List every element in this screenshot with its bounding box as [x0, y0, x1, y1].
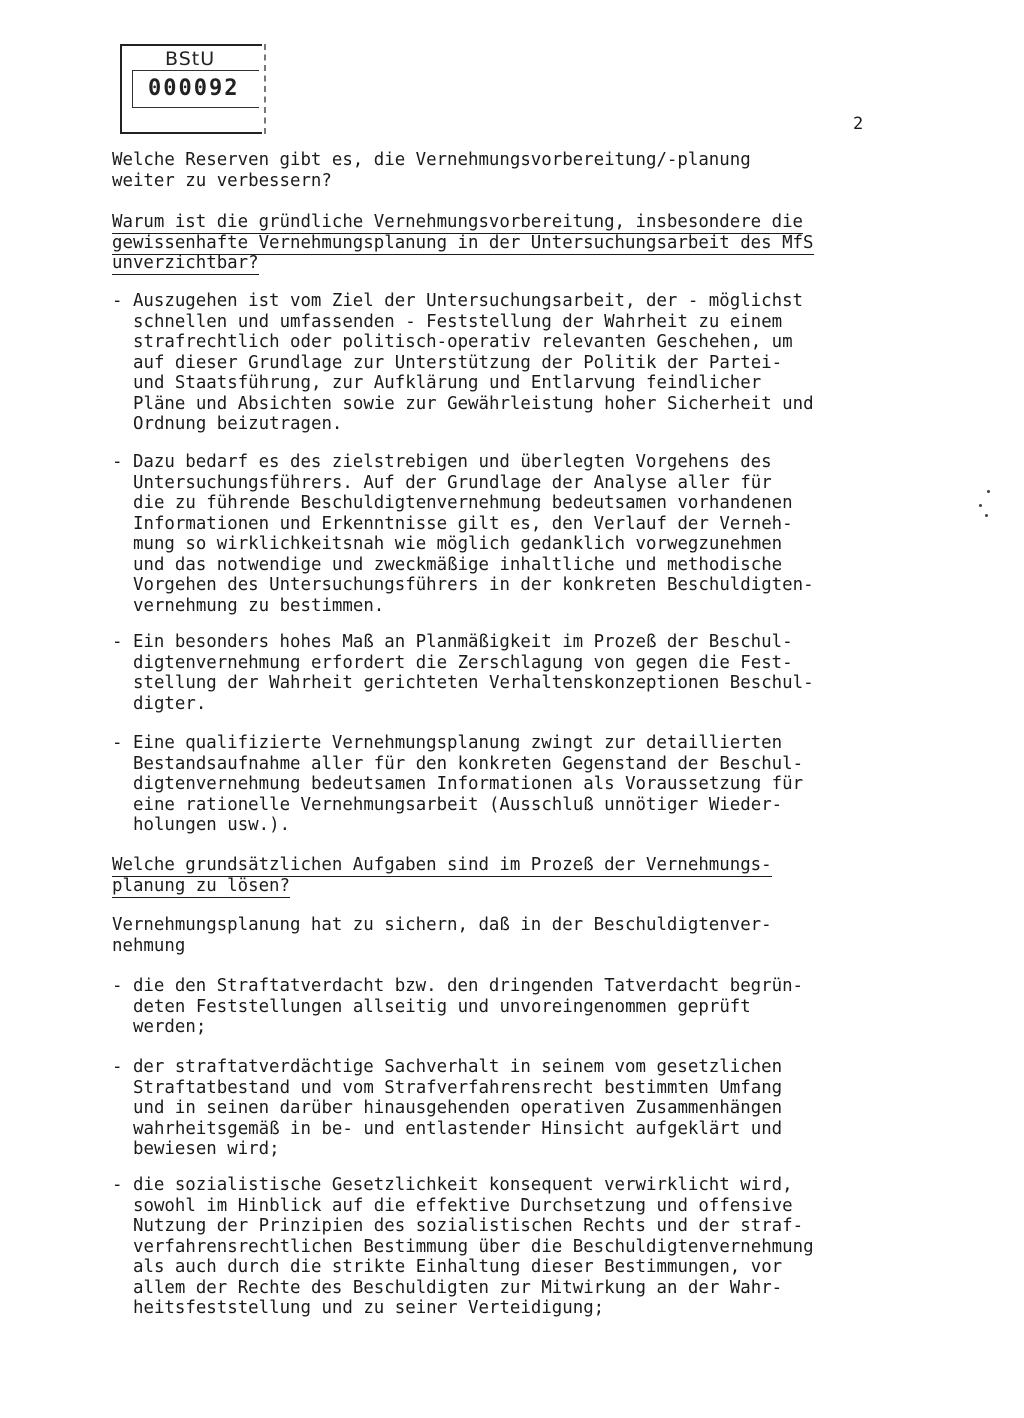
list-item — [112, 291, 932, 435]
text-line — [112, 733, 932, 754]
text-line-content: strafrechtlich oder politisch-operativ relevanten Geschehen, um — [133, 332, 793, 352]
text-line — [112, 1257, 932, 1278]
text-line-content: digtenvernehmung bedeutsamen Informationen als Voraussetzung für — [133, 774, 804, 794]
text-line — [112, 1057, 932, 1078]
text-line-content: und in seinen darüber hinausgehenden operativen Zusammenhängen — [133, 1098, 783, 1118]
text-line — [112, 514, 932, 535]
text-line-content: gewissenhafte Vernehmungsplanung in der Untersuchungsarbeit des MfS — [112, 232, 814, 253]
text-line — [112, 632, 932, 653]
text-line — [112, 653, 932, 674]
text-line-content: Ordnung beizutragen. — [133, 414, 343, 434]
text-line — [112, 1175, 932, 1196]
text-line-content: - die sozialistische Gesetzlichkeit konsequent verwirklicht wird, — [112, 1175, 793, 1195]
text-line — [112, 171, 932, 192]
archive-stamp-number: 000092 — [148, 76, 240, 101]
text-line — [112, 1078, 932, 1099]
text-line-content: auf dieser Grundlage zur Unterstützung der Politik der Partei- — [133, 352, 783, 373]
text-line-content: holungen usw.). — [133, 815, 291, 835]
text-line — [112, 815, 932, 836]
text-line-content: weiter zu verbessern? — [112, 170, 332, 191]
text-line-content: werden; — [133, 1017, 207, 1037]
text-line-content: digter. — [133, 693, 207, 714]
text-line-content: - Eine qualifizierte Vernehmungsplanung zwingt zur detaillierten — [112, 733, 783, 753]
text-line — [112, 291, 932, 312]
text-line — [112, 855, 932, 876]
text-line-content: die zu führende Beschuldigtenvernehmung bedeutsamen vorhandenen — [133, 493, 793, 513]
list-item — [112, 733, 932, 836]
text-line-content: planung zu lösen? — [112, 875, 290, 896]
section-heading-2 — [112, 855, 932, 896]
text-line-content: eine rationelle Vernehmungsarbeit (Ausschluß unnötiger Wieder- — [133, 794, 783, 815]
text-line-content: schnellen und umfassenden - Feststellung der Wahrheit zu einem — [133, 311, 783, 332]
text-line — [112, 575, 932, 596]
text-line — [112, 1298, 932, 1319]
text-line-content: Untersuchungsführers. Auf der Grundlage der Analyse aller für — [133, 472, 772, 493]
text-line — [112, 997, 932, 1018]
archive-stamp-label: BStU — [165, 48, 216, 70]
text-line — [112, 534, 932, 555]
scan-specks — [975, 490, 995, 520]
text-line — [112, 754, 932, 775]
text-line — [112, 596, 932, 617]
text-line — [112, 332, 932, 353]
text-line-content: - Ein besonders hohes Maß an Planmäßigkeit im Prozeß der Beschul- — [112, 632, 793, 652]
text-line — [112, 795, 932, 816]
text-line — [112, 394, 932, 415]
text-line-content: Welche Reserven gibt es, die Vernehmungsvorbereitung/-planung — [112, 150, 751, 170]
text-line — [112, 876, 932, 897]
intro-question — [112, 150, 932, 191]
text-line-content: - Auszugehen ist vom Ziel der Untersuchungsarbeit, der - möglichst — [112, 291, 804, 311]
list-item — [112, 1175, 932, 1319]
text-line-content: als auch durch die strikte Einhaltung dieser Bestimmungen, vor — [133, 1257, 783, 1277]
text-line — [112, 555, 932, 576]
text-line-content: Welche grundsätzlichen Aufgaben sind im Prozeß der Vernehmungs- — [112, 855, 772, 875]
text-line-content: und Staatsführung, zur Aufklärung und Entlarvung feindlicher — [133, 373, 762, 393]
text-line-content: Vernehmungsplanung hat zu sichern, daß in der Beschuldigtenver- — [112, 915, 772, 935]
text-line-content: vernehmung zu bestimmen. — [133, 595, 385, 616]
text-line — [112, 373, 932, 394]
text-line — [112, 1098, 932, 1119]
list-item — [112, 632, 932, 714]
text-line — [112, 1196, 932, 1217]
text-line — [112, 915, 932, 936]
text-line — [112, 253, 932, 274]
text-line-content: und das notwendige und zweckmäßige inhaltliche und methodische — [133, 554, 783, 575]
text-line — [112, 493, 932, 514]
text-line — [112, 1017, 932, 1038]
text-line-content: Straftatbestand und vom Strafverfahrensrecht bestimmten Umfang — [133, 1077, 783, 1098]
text-line — [112, 353, 932, 374]
text-line-content: unverzichtbar? — [112, 253, 259, 273]
page-number: 2 — [853, 114, 864, 134]
text-line — [112, 452, 932, 473]
text-line — [112, 1139, 932, 1160]
text-line — [112, 150, 932, 171]
text-line-content: Nutzung der Prinzipien des sozialistischen Rechts und der straf- — [133, 1216, 804, 1236]
text-line — [112, 1237, 932, 1258]
text-line — [112, 774, 932, 795]
text-line-content: Warum ist die gründliche Vernehmungsvorbereitung, insbesondere die — [112, 212, 804, 232]
text-line-content: Vorgehen des Untersuchungsführers in der konkreten Beschuldigten- — [133, 575, 814, 595]
text-line — [112, 414, 932, 435]
text-line-content: heitsfeststellung und zu seiner Verteidigung; — [133, 1298, 605, 1318]
text-line-content: wahrheitsgemäß in be- und entlastender Hinsicht aufgeklärt und — [133, 1118, 783, 1139]
text-line-content: stellung der Wahrheit gerichteten Verhaltenskonzeptionen Beschul- — [133, 673, 814, 693]
text-line-content: - der straftatverdächtige Sachverhalt in seinem vom gesetzlichen — [112, 1057, 783, 1077]
text-line — [112, 233, 932, 254]
text-line-content: - die den Straftatverdacht bzw. den dringenden Tatverdacht begrün- — [112, 976, 804, 996]
text-line — [112, 1119, 932, 1140]
text-line — [112, 1216, 932, 1237]
archive-stamp-edge — [262, 44, 266, 134]
section-heading-1 — [112, 212, 932, 274]
text-line — [112, 312, 932, 333]
text-line-content: digtenvernehmung erfordert die Zerschlagung von gegen die Fest- — [133, 652, 793, 673]
paragraph — [112, 915, 932, 956]
text-line — [112, 673, 932, 694]
text-line-content: Informationen und Erkenntnisse gilt es, den Verlauf der Verneh- — [133, 513, 793, 534]
text-line-content: mung so wirklichkeitsnah wie möglich gedanklich vorwegzunehmen — [133, 534, 783, 554]
text-line-content: bewiesen wird; — [133, 1139, 280, 1159]
text-line — [112, 976, 932, 997]
text-line — [112, 694, 932, 715]
text-line — [112, 1278, 932, 1299]
text-line-content: nehmung — [112, 935, 186, 956]
text-line-content: allem der Rechte des Beschuldigten zur Mitwirkung an der Wahr- — [133, 1277, 783, 1298]
text-line-content: Pläne und Absichten sowie zur Gewährleistung hoher Sicherheit und — [133, 393, 814, 414]
text-line-content: sowohl im Hinblick auf die effektive Durchsetzung und offensive — [133, 1195, 793, 1216]
list-item — [112, 1057, 932, 1160]
text-line-content: Bestandsaufnahme aller für den konkreten Gegenstand der Beschul- — [133, 753, 804, 774]
list-item — [112, 976, 932, 1038]
text-line — [112, 473, 932, 494]
text-line-content: - Dazu bedarf es des zielstrebigen und überlegten Vorgehens des — [112, 452, 772, 472]
text-line-content: verfahrensrechtlichen Bestimmung über die Beschuldigtenvernehmung — [133, 1236, 814, 1257]
text-line — [112, 212, 932, 233]
text-line-content: deten Feststellungen allseitig und unvoreingenommen geprüft — [133, 996, 751, 1017]
text-line — [112, 936, 932, 957]
list-item — [112, 452, 932, 616]
